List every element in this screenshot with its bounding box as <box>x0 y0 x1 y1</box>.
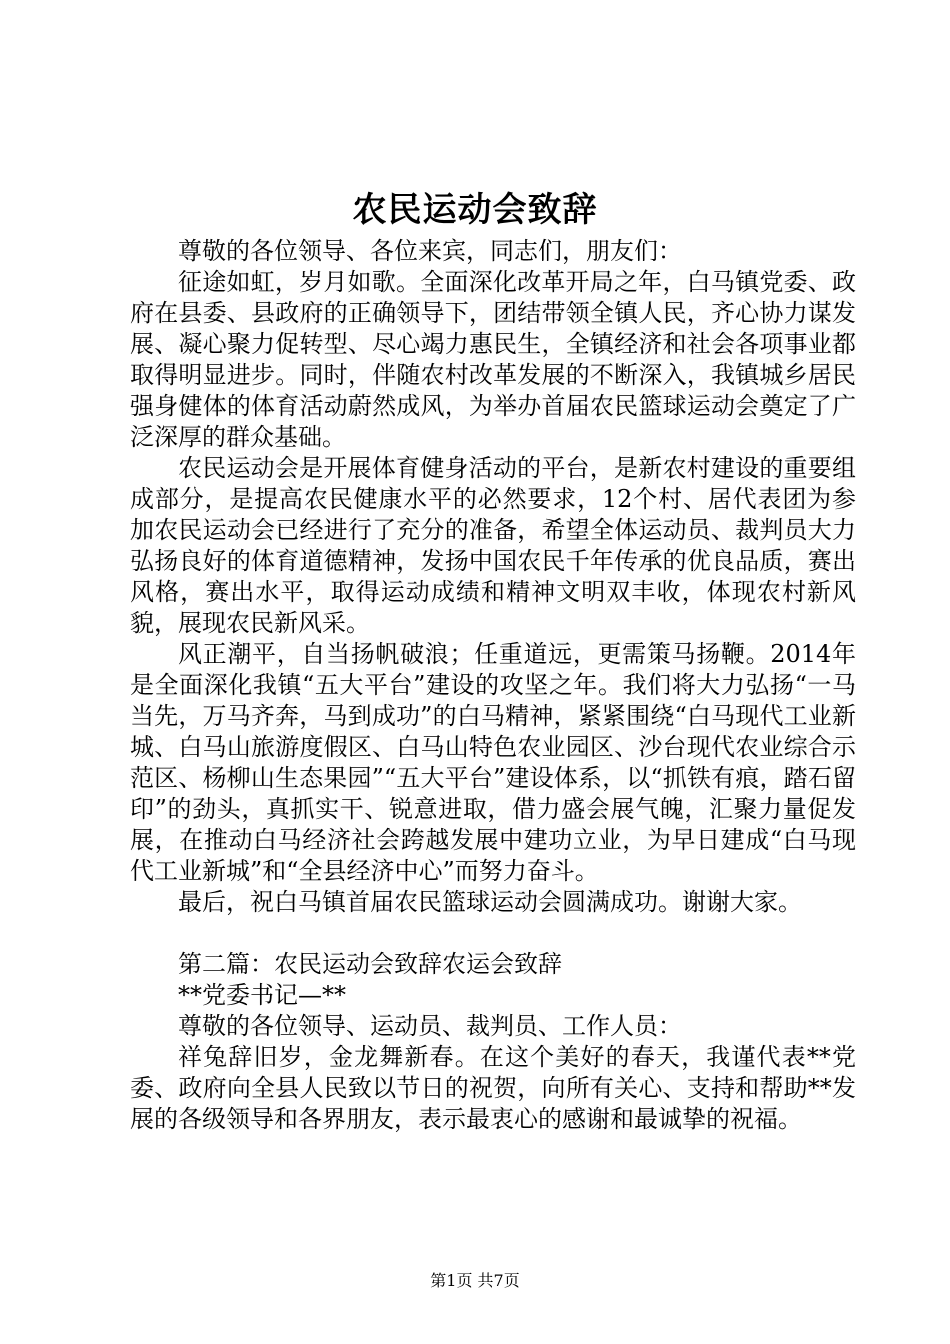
closing-paragraph: 最后，祝白马镇首届农民篮球运动会圆满成功。谢谢大家。 <box>178 888 802 916</box>
section-heading: 第二篇：农民运动会致辞农运会致辞 <box>178 950 562 978</box>
body-paragraph: 祥兔辞旧岁，金龙舞新春。在这个美好的春天，我谨代表**党委、政府向全县人民致以节日的祝贺，向所有关心、支持和帮助**发展的各级领导和各界朋友，表示最衷心的感谢和最诚挚的祝福。 <box>130 1043 856 1133</box>
salutation: 尊敬的各位领导、各位来宾，同志们，朋友们： <box>178 237 682 265</box>
body-paragraph: 农民运动会是开展体育健身活动的平台，是新农村建设的重要组成部分，是提高农民健康水平的必然要求，12个村、居代表团为参加农民运动会已经进行了充分的准备，希望全体运动员、裁判员大力弘扬良好的体育道德精神，发扬中国农民千年传承的优良品质，赛出风格，赛出水平，取得运动成绩和精神文明双丰收，体现农村新风貌，展现农民新风采。 <box>130 454 856 637</box>
document-title: 农民运动会致辞 <box>352 190 598 230</box>
salutation: 尊敬的各位领导、运动员、裁判员、工作人员： <box>178 1012 682 1040</box>
page-footer: 第1页 共7页 <box>430 1271 520 1290</box>
document-body <box>130 236 856 1135</box>
body-paragraph: 征途如虹，岁月如歌。全面深化改革开局之年，白马镇党委、政府在县委、县政府的正确领导下，团结带领全镇人民，齐心协力谋发展、凝心聚力促转型、尽心竭力惠民生，全镇经济和社会各项事业都取得明显进步。同时，伴随农村改革发展的不断深入，我镇城乡居民强身健体的体育活动蔚然成风，为举办首届农民篮球运动会奠定了广泛深厚的群众基础。 <box>130 268 856 451</box>
body-paragraph: 风正潮平，自当扬帆破浪；任重道远，更需策马扬鞭。2014年是全面深化我镇“五大平台”建设的攻坚之年。我们将大力弘扬“一马当先，万马齐奔，马到成功”的白马精神，紧紧围绕“白马现代工业新城、白马山旅游度假区、白马山特色农业园区、沙台现代农业综合示范区、杨柳山生态果园”“五大平台”建设体系，以“抓铁有痕，踏石留印”的劲头，真抓实干、锐意进取，借力盛会展气魄，汇聚力量促发展，在推动白马经济社会跨越发展中建功立业，为早日建成“白马现代工业新城”和“全县经济中心”而努力奋斗。 <box>130 640 856 885</box>
speaker-line: **党委书记—** <box>178 981 346 1009</box>
